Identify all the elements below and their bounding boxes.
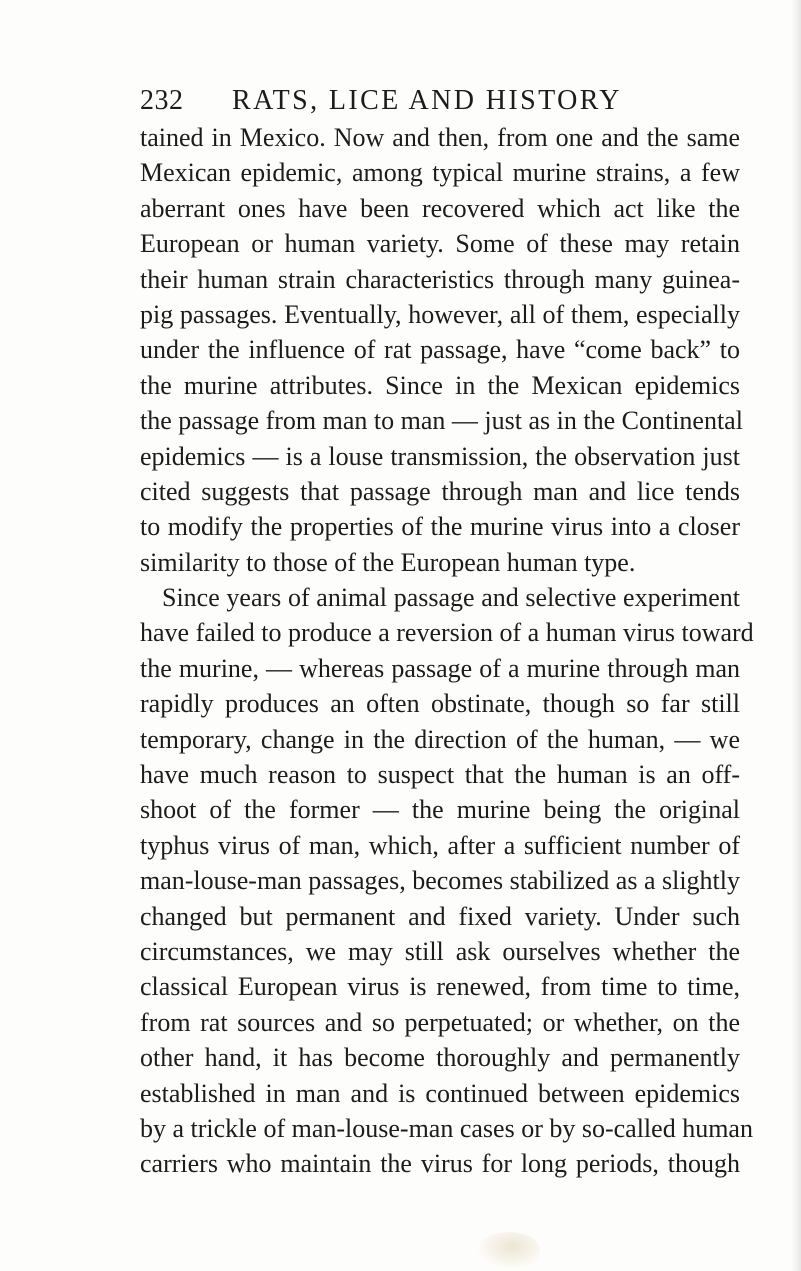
text-line: established in man and is continued between epidemics <box>140 1078 740 1108</box>
text-line: the murine attributes. Since in the Mexican epidemics <box>140 370 740 400</box>
text-line: man-louse-man passages, becomes stabilized as a slightly <box>140 866 741 896</box>
page-number: 232 <box>140 85 184 116</box>
text-line: pig passages. Eventually, however, all of them, especially <box>140 299 740 329</box>
text-line: shoot of the former — the murine being the original <box>140 795 740 825</box>
text-line: circumstances, we may still ask ourselves whether the <box>140 936 740 966</box>
running-head <box>140 85 740 125</box>
text-line-paragraph-end: similarity to those of the European human type. <box>140 547 636 577</box>
text-line: epidemics — is a louse transmission, the observation just <box>140 441 740 471</box>
body-text <box>140 120 754 1182</box>
text-line: changed but permanent and fixed variety. Under such <box>140 901 740 931</box>
text-line: other hand, it has become thoroughly and permanently <box>140 1043 740 1073</box>
text-line: carriers who maintain the virus for long periods, though <box>140 1149 740 1179</box>
text-line-paragraph-start: Since years of animal passage and selective experiment <box>162 583 740 613</box>
text-line: temporary, change in the direction of the human, — we <box>140 724 740 754</box>
text-line: Mexican epidemic, among typical murine strains, a few <box>140 158 740 188</box>
text-line: the passage from man to man — just as in the Continental <box>140 406 743 436</box>
text-line: rapidly produces an often obstinate, though so far still <box>140 689 740 719</box>
text-line: have much reason to suspect that the human is an off- <box>140 760 740 790</box>
text-line: typhus virus of man, which, after a sufficient number of <box>140 830 740 860</box>
text-line: classical European virus is renewed, from time to time, <box>140 972 740 1002</box>
text-line: cited suggests that passage through man and lice tends <box>140 476 740 506</box>
text-line: from rat sources and so perpetuated; or whether, on the <box>140 1007 740 1037</box>
page-smudge <box>478 1232 540 1268</box>
text-line: European or human variety. Some of these may retain <box>140 229 740 259</box>
text-line: tained in Mexico. Now and then, from one and the same <box>140 123 740 152</box>
running-title: RATS, LICE AND HISTORY <box>232 85 622 116</box>
text-line: to modify the properties of the murine virus into a closer <box>140 512 740 542</box>
text-line: aberrant ones have been recovered which act like the <box>140 193 740 223</box>
text-line: their human strain characteristics through many guinea- <box>140 264 740 294</box>
text-line: have failed to produce a reversion of a human virus toward <box>140 618 754 648</box>
text-line: the murine, — whereas passage of a murine through man <box>140 653 740 683</box>
text-line: by a trickle of man-louse-man cases or by so-called human <box>140 1113 753 1143</box>
page-edge-shadow <box>791 0 801 1271</box>
text-line: under the influence of rat passage, have “come back” to <box>140 335 740 365</box>
